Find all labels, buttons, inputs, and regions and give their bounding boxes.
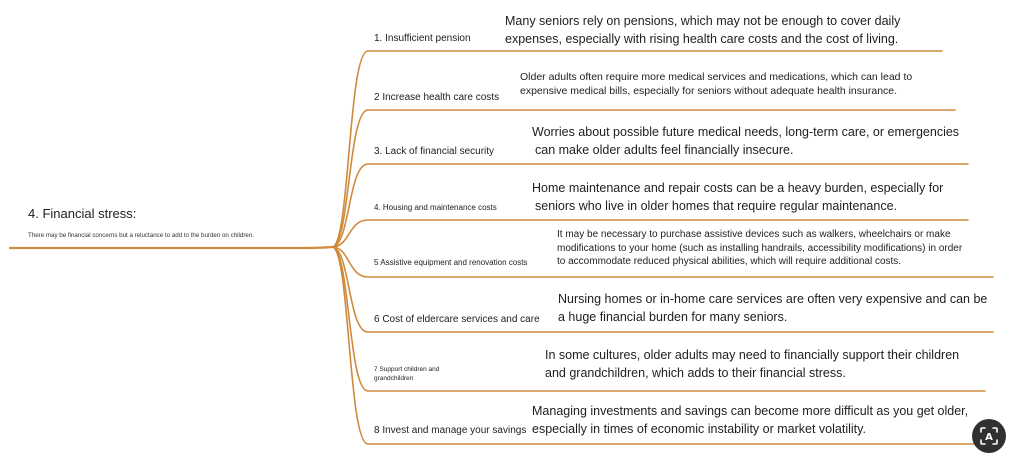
branch-desc-8 (532, 402, 968, 438)
branch-desc-7 (545, 346, 959, 382)
branch-desc-line: Worries about possible future medical needs, long-term care, or emergencies (532, 125, 960, 139)
branch-label-2: 2 Increase health care costs (374, 92, 500, 103)
branch-desc-line: expenses, especially with rising health care costs and the cost of living. (505, 32, 899, 46)
root-topic-subtitle: There may be financial concerns but a reluctance to add to the burden on children. (28, 232, 254, 239)
branch-label-6: 6 Cost of eldercare services and care (374, 314, 540, 325)
branch-desc-line: a huge financial burden for many seniors. (558, 310, 788, 324)
branch-desc-line: Managing investments and savings can become more difficult as you get older, (532, 404, 969, 418)
branch-desc-line: and grandchildren, which adds to their financial stress. (545, 366, 846, 380)
branch-label-4: 4. Housing and maintenance costs (374, 203, 497, 212)
branch-desc-line: Nursing homes or in-home care services are often very expensive and can be (558, 292, 988, 306)
branch-label-3: 3. Lack of financial security (374, 146, 495, 157)
root-topic-title: 4. Financial stress: (28, 206, 137, 221)
branch-desc-line: Home maintenance and repair costs can be a heavy burden, especially for (532, 181, 944, 195)
visual-search-button[interactable] (972, 419, 1006, 453)
branch-desc-3 (532, 123, 959, 159)
branch-label-1: 1. Insufficient pension (374, 33, 471, 44)
branch-desc-line: It may be necessary to purchase assistive devices such as walkers, wheelchairs or make (557, 229, 951, 240)
branch-desc-line: In some cultures, older adults may need to financially support their children (545, 348, 960, 362)
branch-desc-line: seniors who live in older homes that require regular maintenance. (535, 199, 897, 213)
branch-label-5: 5 Assistive equipment and renovation costs (374, 258, 528, 267)
branch-desc-line: modifications to your home (such as installing handrails, accessibility modifications) in order (557, 242, 963, 254)
branch-desc-line: Many seniors rely on pensions, which may not be enough to cover daily (505, 14, 901, 28)
branch-desc-1 (505, 12, 900, 48)
visual-search-icon (979, 426, 999, 446)
branch-desc-2 (520, 70, 912, 98)
branch-desc-line: especially in times of economic instability or market volatility. (532, 422, 866, 436)
branch-label-7: 7 Support children and grandchildren (374, 366, 440, 382)
branch-desc-line: Older adults often require more medical services and medications, which can lead to (520, 71, 913, 83)
root-connector (10, 247, 332, 248)
branch-label-8: 8 Invest and manage your savings (374, 425, 527, 436)
branch-desc-5 (557, 228, 962, 269)
branch-desc-line: can make older adults feel financially insecure. (535, 143, 794, 157)
branch-desc-line: to accommodate reduced physical abilities, which will require additional costs. (557, 256, 902, 267)
branch-desc-line: expensive medical bills, especially for seniors without adequate health insurance. (520, 85, 898, 97)
branch-desc-6 (558, 290, 987, 326)
svg-text:A: A (985, 432, 993, 443)
branch-desc-4 (532, 179, 943, 215)
